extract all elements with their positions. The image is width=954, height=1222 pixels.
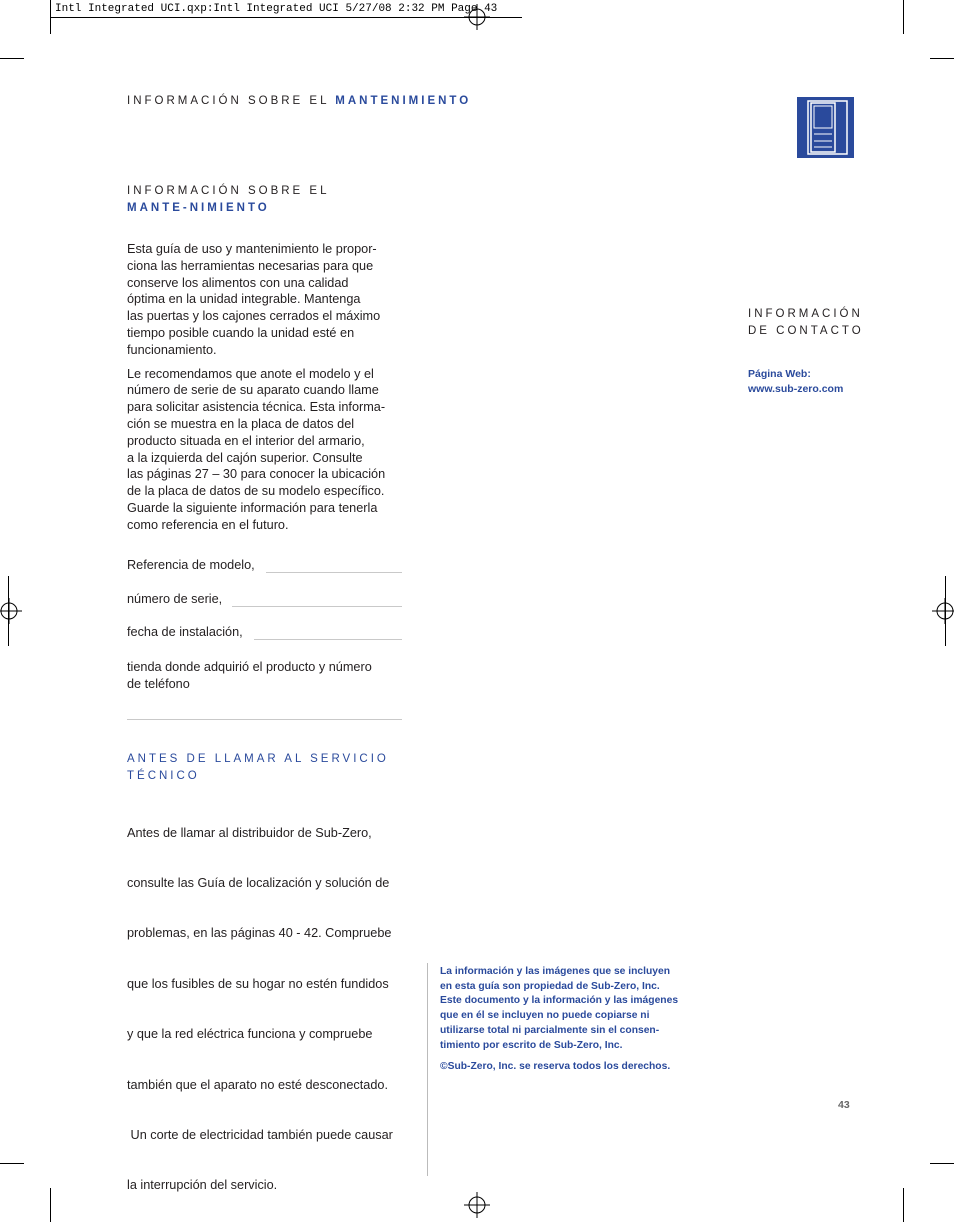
print-slug-line: Intl Integrated UCI.qxp:Intl Integrated UCI 5/27/08 2:32 PM Page 43: [55, 3, 498, 15]
store-field-label: tienda donde adquirió el producto y número de teléfono: [127, 660, 372, 691]
maintenance-body: [127, 241, 417, 541]
section-heading-before-service: ANTES DE LLAMAR AL SERVICIO TÉCNICO: [127, 753, 389, 782]
web-label: Página Web:: [748, 368, 811, 380]
model-field-label: Referencia de modelo,: [127, 558, 255, 572]
install-date-field-label: fecha de instalación,: [127, 625, 243, 639]
store-field-line: [127, 719, 402, 720]
page-header-prefix: INFORMACIÓN SOBRE EL: [127, 95, 330, 107]
paragraph-intro: Esta guía de uso y mantenimiento le propor- ciona las herramientas necesarias para que conserve los alimentos con una calidad óptima en la unidad integrable. Mantenga las puertas y los cajones cerrados el máximo tiempo posible cuando la unidad esté en funcionamiento.: [127, 242, 381, 357]
page-header: [127, 95, 471, 107]
contact-heading: INFORMACIÓN DE CONTACTO: [748, 308, 864, 337]
section-heading-maintenance: INFORMACIÓN SOBRE EL MANTE-NIMIENTO: [127, 185, 330, 214]
paragraph-recommendation: Le recomendamos que anote el modelo y el número de serie de su aparato cuando llame para solicitar asistencia técnica. Esta informa- ción se muestra en la placa de datos del producto situada en el interior del armario, a la izquierda del cajón superior. Consulte las páginas 27 – 30 para conocer la ubicación de la placa de datos de su modelo específico. Guarde la siguiente información para tenerla como referencia en el futuro.: [127, 366, 386, 532]
install-date-field-line: [254, 639, 402, 640]
registration-mark-top: [464, 4, 490, 30]
integrated-refrigerator-icon: [797, 97, 854, 158]
copyright-notice: ©Sub-Zero, Inc. se reserva todos los derechos.: [440, 1061, 671, 1073]
legal-divider: [427, 963, 428, 1176]
contact-web: [748, 367, 843, 397]
serial-field-line: [232, 606, 402, 607]
legal-notice: La información y las imágenes que se incluyen en esta guía son propiedad de Sub-Zero, Inc. Este documento y la información y las imágenes que en él se incluyen no puede copiarse ni utilizarse total ni parcialmente sin el consen- timiento por escrito de Sub-Zero, Inc. ©Sub-Zero, Inc. se reserva todos los derechos.: [440, 965, 740, 1082]
registration-mark-bottom: [464, 1192, 490, 1218]
registration-mark-right: [932, 598, 954, 624]
before-service-body: Antes de llamar al distribuidor de Sub-Zero, consulte las Guía de localización y solución de problemas, en las páginas 40 - 42. Compruebe que los fusibles de su hogar no estén fundidos y que la red eléctrica funciona y compruebe también que el aparato no esté desconectado. Un corte de electricidad también puede causar la interrupción del servicio.: [127, 825, 393, 1193]
serial-field-label: número de serie,: [127, 592, 223, 606]
page-header-highlight: MANTENIMIENTO: [335, 95, 472, 107]
model-field-line: [266, 572, 402, 573]
web-url-link[interactable]: www.sub-zero.com: [748, 383, 844, 395]
page-number: 43: [838, 1099, 850, 1111]
registration-mark-left: [0, 598, 22, 624]
